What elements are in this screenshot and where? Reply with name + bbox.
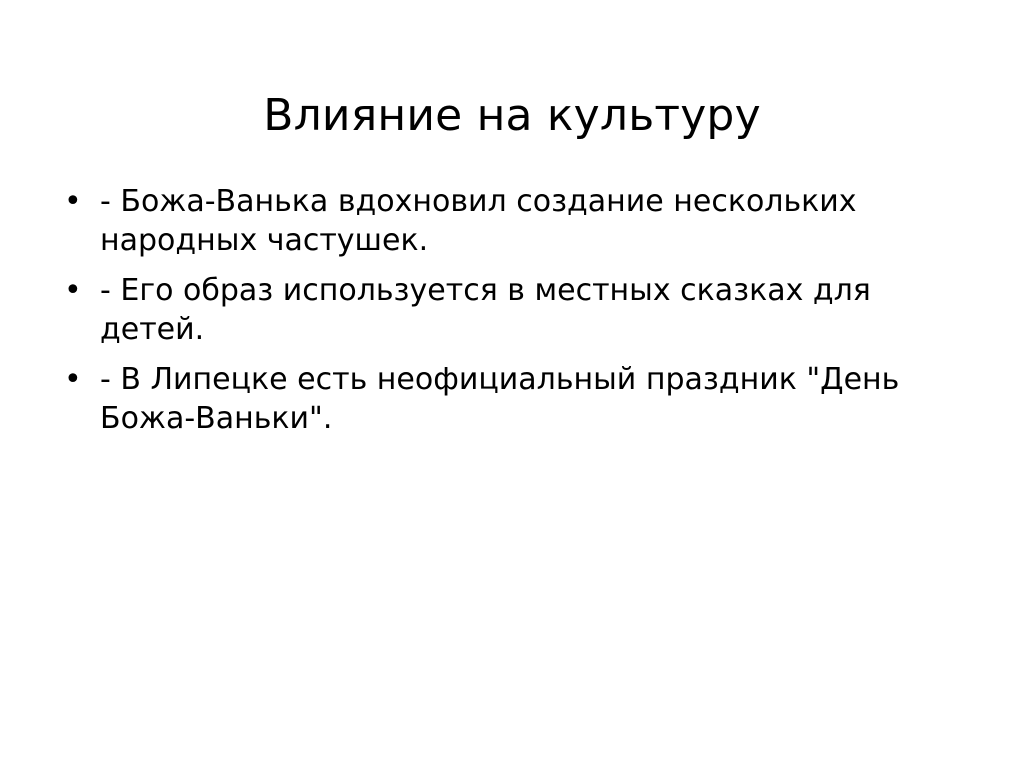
bullet-list <box>52 182 972 438</box>
list-item-text: - Божа-Ванька вдохновил создание нескольких народных частушек. <box>100 184 857 258</box>
bullet-marker-icon: • <box>64 362 82 397</box>
list-item <box>52 271 972 349</box>
page-title: Влияние на культуру <box>263 90 761 142</box>
list-item-text: - Его образ используется в местных сказках для детей. <box>100 273 871 347</box>
bullet-marker-icon: • <box>64 273 82 308</box>
list-item <box>52 360 972 438</box>
list-item-text: - В Липецке есть неофициальный праздник "День Божа-Ваньки". <box>100 362 900 436</box>
bullet-marker-icon: • <box>64 184 82 219</box>
list-item <box>52 182 972 260</box>
